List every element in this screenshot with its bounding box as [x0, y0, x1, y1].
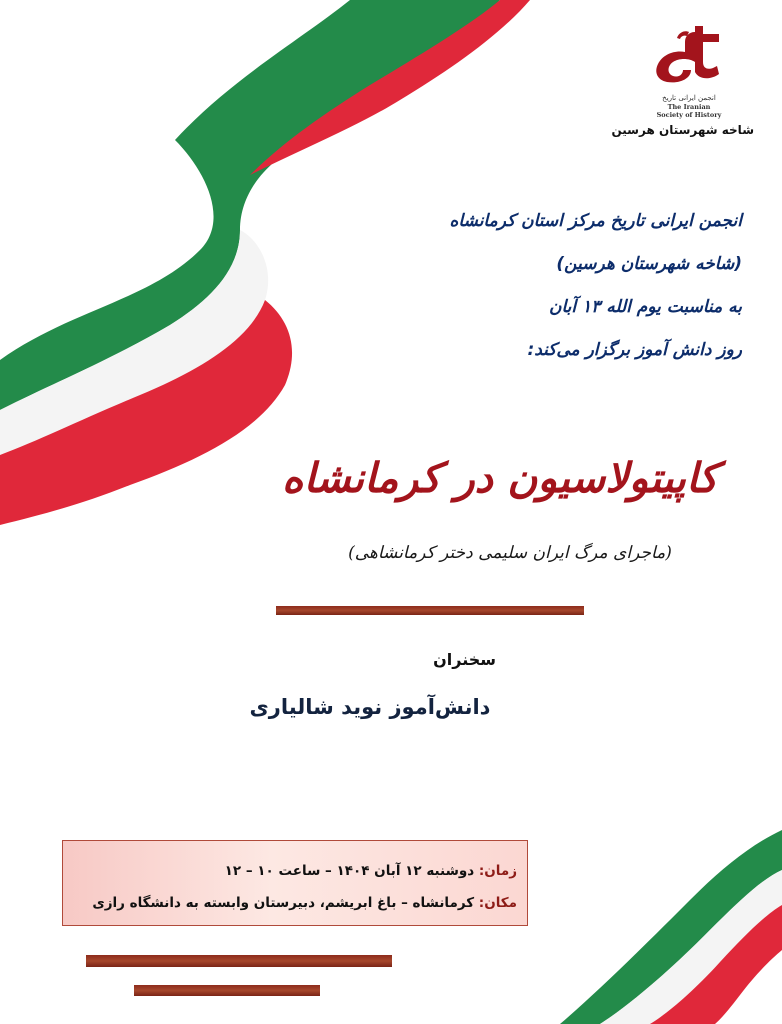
speaker-name: دانش‌آموز نوید شالیاری: [249, 695, 491, 719]
society-logo-icon: [649, 22, 729, 92]
footer-bar-long: [86, 955, 392, 967]
logo-persian-name: انجمن ایرانی تاریخ: [662, 94, 716, 102]
intro-line-1: انجمن ایرانی تاریخ مرکز استان کرمانشاه: [449, 211, 742, 231]
logo-english-line2: Society of History: [656, 111, 722, 119]
place-value: کرمانشاه – باغ ابریشم، دبیرستان وابسته به دانشگاه رازی: [92, 895, 475, 911]
society-logo: [611, 22, 754, 137]
intro-line-4: روز دانش آموز برگزار می‌کند:: [527, 340, 742, 360]
place-row: [63, 887, 517, 919]
event-subtitle: (ماجرای مرگ ایران سلیمی دختر کرمانشاهی): [348, 543, 672, 563]
event-details-box: [62, 840, 528, 926]
speaker-label: سخنران: [433, 650, 496, 669]
place-label: مکان:: [478, 895, 517, 911]
logo-english-line1: The Iranian: [667, 103, 711, 111]
divider-bar: [276, 606, 584, 615]
time-value: دوشنبه ۱۲ آبان ۱۴۰۴ – ساعت ۱۰ – ۱۲: [224, 863, 475, 879]
intro-line-2: (شاخه شهرستان هرسین): [556, 254, 742, 274]
intro-text: [222, 200, 742, 372]
event-title: کاپیتولاسیون در کرمانشاه: [282, 454, 718, 502]
logo-branch-name: شاخه شهرستان هرسین: [611, 123, 754, 137]
footer-bar-short: [134, 985, 320, 996]
logo-english-name: [624, 103, 754, 119]
time-label: زمان:: [478, 863, 517, 879]
intro-line-3: به مناسبت یوم الله ۱۳ آبان: [549, 297, 742, 317]
time-row: [63, 855, 517, 887]
